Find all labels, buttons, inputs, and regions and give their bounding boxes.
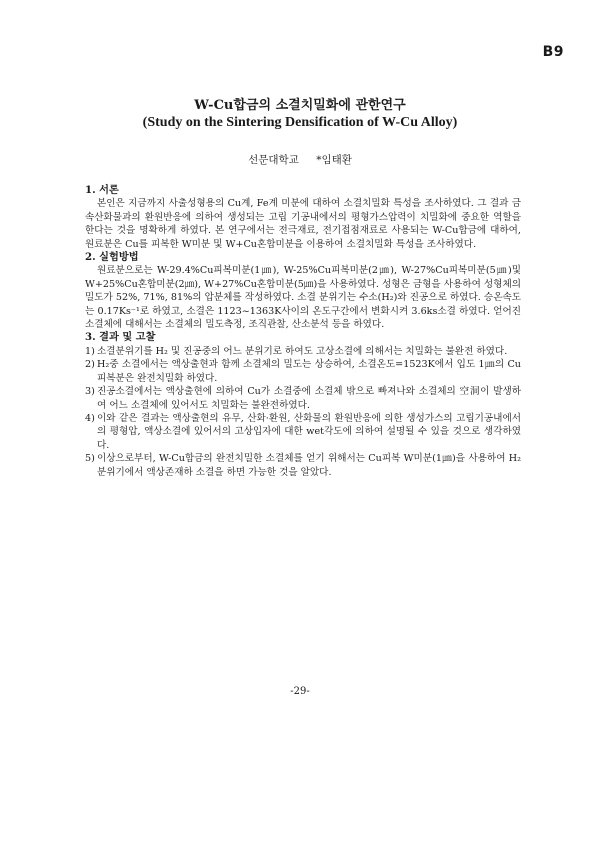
section-heading-results: 3. 결과 및 고찰 bbox=[85, 331, 156, 344]
list-item-text: 소결분위기를 H₂ 및 진공중의 어느 분위기로 하여도 고상소결에 의해서는 치밀화는 불완전 하였다. bbox=[97, 345, 508, 357]
section-heading-intro: 1. 서론 bbox=[85, 184, 119, 196]
title-block bbox=[0, 98, 600, 132]
body-text bbox=[85, 184, 521, 479]
list-item-text: H₂중 소결에서는 액상출현과 함께 소결체의 밀도는 상승하여, 소결온도=1523K에서 입도 1㎛의 Cu피복분은 완전치밀화 하였다. bbox=[97, 359, 521, 384]
list-item-text: 진공소결에서는 액상출현에 의하여 Cu가 소결중에 소결체 밖으로 빠져나와 소결체의 空洞이 발생하여 어느 소결체에 있어서도 치밀화는 불완전하였다. bbox=[97, 386, 521, 411]
list-item-text: 이와 같은 결과는 액상출현의 유무, 산화·환원, 산화물의 환원반응에 의한 생성가스의 고립기공내에서의 평형압, 액상소결에 있어서의 고상입자에 대한 wet각도에 의하여 설명될 수 있을 것으로 생각하였다. bbox=[97, 412, 521, 451]
list-item bbox=[85, 345, 521, 358]
section-results bbox=[85, 331, 521, 478]
title-korean: W-Cu합금의 소결치밀화에 관한연구 bbox=[194, 98, 406, 113]
page-number: -29- bbox=[290, 686, 310, 697]
list-item bbox=[85, 412, 521, 452]
list-item bbox=[85, 452, 521, 479]
method-paragraph: 원료분으로는 W-29.4%Cu피복미분(1㎛), W-25%Cu피복미분(2㎛), W-27%Cu피복미분(5㎛)및 W+25%Cu혼합미분(2㎛), W+27%Cu혼합미분(5㎛)을 사용하였다. 성형은 금형을 사용하여 성형체의 밀도가 52%, 71%, 81%의 압분체를 작성하였다. 소결 분위기는 수소(H₂)와 진공으로 하였다. 승온속도는 0.17Ks⁻¹로 하였고, 소결은 1123~1363K사이의 온도구간에서 변화시켜 3.6ks소결 하였다. 얻어진 소결체에 대해서는 소결체의 밀도측정, 조직관찰, 산소분석 등을 하였다. bbox=[85, 265, 521, 331]
author-name: *임태환 bbox=[316, 154, 352, 166]
section-intro bbox=[85, 184, 521, 251]
list-item-number: 5) bbox=[85, 453, 95, 465]
author-affiliation: 선문대학교 bbox=[248, 154, 299, 166]
intro-paragraph: 본인은 지금까지 사출성형용의 Cu계, Fe계 미분에 대하여 소결치밀화 특성을 조사하였다. 그 결과 금속산화물과의 환원반응에 의하여 생성되는 고립 기공내에서의 평형가스압력이 치밀화에 중요한 역할을 한다는 것을 명확하게 하였다. 본 연구에서는 전극재료, 전기접점재료로 사용되는 W-Cu합금에 대하여, 원료분은 Cu를 피복한 W미분 및 W+Cu혼합미분을 이용하여 소결치밀화 특성을 조사하였다. bbox=[85, 198, 521, 250]
page-code: B9 bbox=[542, 44, 564, 60]
author-line bbox=[0, 152, 600, 167]
list-item-number: 1) bbox=[85, 345, 95, 357]
section-method bbox=[85, 251, 521, 331]
list-item-number: 3) bbox=[85, 386, 95, 398]
results-list bbox=[85, 345, 521, 479]
section-heading-method: 2. 실험방법 bbox=[85, 251, 139, 264]
title-english: (Study on the Sintering Densification of W-Cu Alloy) bbox=[142, 115, 458, 130]
list-item-text: 이상으로부터, W-Cu합금의 완전치밀한 소결체를 얻기 위해서는 Cu피복 W미분(1㎛)을 사용하여 H₂분위기에서 액상존재하 소결을 하면 가능한 것을 알았다. bbox=[97, 453, 521, 478]
list-item-number: 2) bbox=[85, 359, 95, 371]
list-item bbox=[85, 358, 521, 385]
list-item-number: 4) bbox=[85, 412, 95, 424]
list-item bbox=[85, 385, 521, 412]
